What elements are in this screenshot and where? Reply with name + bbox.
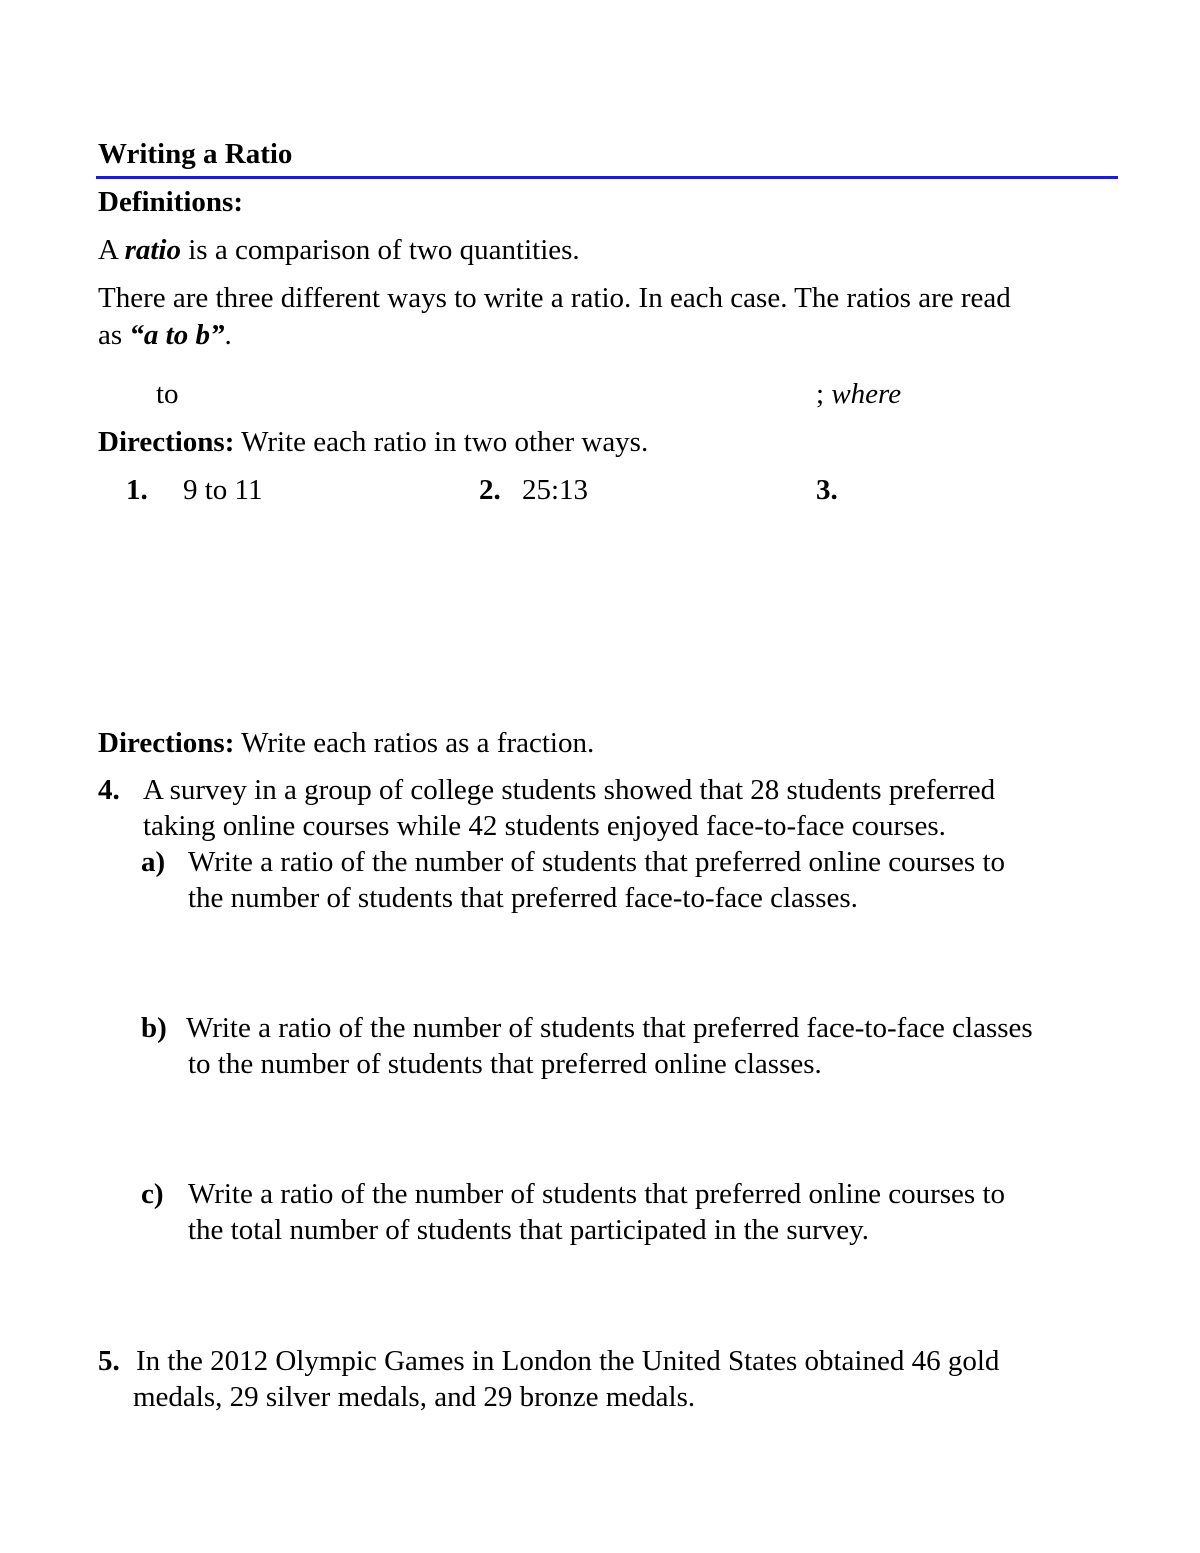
question-5-number: 5. xyxy=(98,1345,120,1377)
question-5-line1: In the 2012 Olympic Games in London the United States obtained 46 gold xyxy=(136,1345,1000,1377)
ratio-form-semicolon: ; xyxy=(816,378,832,410)
definition-ways-line1: There are three different ways to write a ratio. In each case. The ratios are read xyxy=(98,282,1011,314)
ratio-form-where-word: where xyxy=(831,378,902,410)
definitions-heading: Definitions: xyxy=(98,186,243,218)
problem-number: 3. xyxy=(816,474,838,506)
definition-ways-reading: “a to b” xyxy=(129,319,225,351)
problem-1 xyxy=(126,472,148,508)
definition-ways-line2 xyxy=(98,317,232,353)
directions-two-ways xyxy=(98,424,648,460)
definition-text: is a comparison of two quantities. xyxy=(181,234,580,266)
problem-3 xyxy=(816,472,838,508)
ratio-form-where xyxy=(816,376,901,412)
question-4a-line2: the number of students that preferred face-to-face classes. xyxy=(188,882,858,914)
question-4b-line2: to the number of students that preferred online classes. xyxy=(188,1048,822,1080)
title-divider xyxy=(96,176,1118,179)
question-5-line2: medals, 29 silver medals, and 29 bronze medals. xyxy=(133,1381,696,1413)
definition-term: ratio xyxy=(124,234,181,266)
question-4c-line2: the total number of students that participated in the survey. xyxy=(188,1214,870,1246)
question-4b-label: b) xyxy=(141,1012,167,1044)
question-4-line2: taking online courses while 42 students enjoyed face-to-face courses. xyxy=(143,810,946,842)
definition-ratio xyxy=(98,232,580,268)
directions-text: Write each ratios as a fraction. xyxy=(234,727,595,759)
question-4b-line1: Write a ratio of the number of students that preferred face-to-face classes xyxy=(186,1012,1033,1044)
ratio-form-to: to xyxy=(156,378,179,410)
question-4a-line1: Write a ratio of the number of students that preferred online courses to xyxy=(188,846,1005,878)
problem-2 xyxy=(479,472,501,508)
problem-number: 2. xyxy=(479,474,501,506)
directions-label: Directions: xyxy=(98,426,235,458)
definition-ways-prefix: as xyxy=(98,319,130,351)
directions-text: Write each ratio in two other ways. xyxy=(234,426,649,458)
problem-1-text: 9 to 11 xyxy=(183,474,263,506)
definition-ways-period: . xyxy=(224,319,232,351)
question-4c-label: c) xyxy=(141,1178,164,1210)
problem-number: 1. xyxy=(126,474,148,506)
directions-fraction xyxy=(98,725,594,761)
question-4a-label: a) xyxy=(141,846,166,878)
problem-2-text: 25:13 xyxy=(522,474,589,506)
definition-article: A xyxy=(98,234,125,266)
page-title: Writing a Ratio xyxy=(98,138,293,170)
question-4-line1: A survey in a group of college students showed that 28 students preferred xyxy=(143,774,996,806)
question-4-number: 4. xyxy=(98,774,120,806)
directions-label: Directions: xyxy=(98,727,235,759)
question-4c-line1: Write a ratio of the number of students that preferred online courses to xyxy=(188,1178,1005,1210)
